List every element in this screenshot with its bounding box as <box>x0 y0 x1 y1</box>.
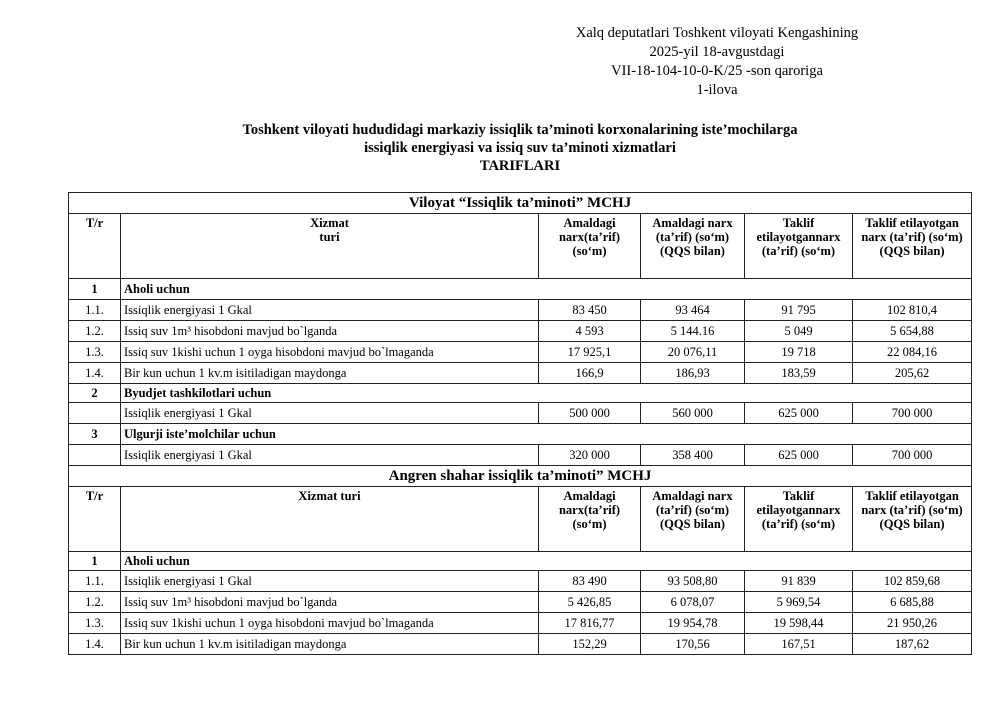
table-row <box>69 613 972 634</box>
row-current-vat: 5 144.16 <box>641 321 745 342</box>
row-service: Bir kun uchun 1 kv.m isitiladigan maydonga <box>121 363 539 384</box>
row-number: 1.2. <box>69 321 121 342</box>
header-proposed-price: Taklif etilayotgannarx (ta’rif) (so‘m) <box>745 487 853 552</box>
row-current-vat: 6 078,07 <box>641 592 745 613</box>
row-proposed-vat: 5 654,88 <box>853 321 972 342</box>
header-current-price: Amaldagi narx(ta’rif) (so‘m) <box>539 214 641 279</box>
tariff-table <box>68 192 972 655</box>
group-number: 3 <box>69 424 121 445</box>
group-row <box>69 384 972 403</box>
header-service <box>121 214 539 279</box>
row-current: 17 925,1 <box>539 342 641 363</box>
group-label: Byudjet tashkilotlari uchun <box>121 384 972 403</box>
approval-line: 2025-yil 18-avgustdagi <box>649 44 785 60</box>
row-proposed-vat: 205,62 <box>853 363 972 384</box>
row-current: 4 593 <box>539 321 641 342</box>
row-proposed: 625 000 <box>745 445 853 466</box>
header-service: Xizmat turi <box>121 487 539 552</box>
group-label: Aholi uchun <box>121 552 972 571</box>
title-line: Toshkent viloyati hududidagi markaziy issiqlik ta’minoti korxonalarining iste’mochilarga <box>242 122 798 138</box>
row-proposed-vat: 187,62 <box>853 634 972 655</box>
row-proposed: 5 049 <box>745 321 853 342</box>
row-proposed: 5 969,54 <box>745 592 853 613</box>
approval-line: 1-ilova <box>696 82 738 98</box>
title-line: TARIFLARI <box>479 158 561 174</box>
row-number: 1.3. <box>69 613 121 634</box>
row-service: Issiq suv 1m³ hisobdoni mavjud bo`lganda <box>121 321 539 342</box>
row-number: 1.4. <box>69 634 121 655</box>
group-row <box>69 279 972 300</box>
row-proposed: 625 000 <box>745 403 853 424</box>
header-tr: T/r <box>69 214 121 279</box>
row-proposed-vat: 22 084,16 <box>853 342 972 363</box>
header-proposed-price: Taklif etilayotgannarx (ta’rif) (so‘m) <box>745 214 853 279</box>
header-current-price-vat: Amaldagi narx (ta’rif) (so‘m) (QQS bilan) <box>641 487 745 552</box>
row-current-vat: 186,93 <box>641 363 745 384</box>
group-label: Ulgurji iste’molchilar uchun <box>121 424 972 445</box>
row-proposed: 19 598,44 <box>745 613 853 634</box>
row-current-vat: 358 400 <box>641 445 745 466</box>
group-label: Aholi uchun <box>121 279 972 300</box>
section-title: Viloyat “Issiqlik ta’minoti” MCHJ <box>69 193 972 214</box>
document-title <box>60 121 980 175</box>
row-number <box>69 445 121 466</box>
row-current: 320 000 <box>539 445 641 466</box>
column-header-row <box>69 214 972 279</box>
row-current-vat: 19 954,78 <box>641 613 745 634</box>
row-current-vat: 560 000 <box>641 403 745 424</box>
table-row <box>69 592 972 613</box>
row-service: Issiqlik energiyasi 1 Gkal <box>121 300 539 321</box>
row-proposed-vat: 21 950,26 <box>853 613 972 634</box>
approval-note <box>532 24 902 100</box>
row-proposed-vat: 700 000 <box>853 445 972 466</box>
row-current-vat: 170,56 <box>641 634 745 655</box>
row-service: Issiq suv 1m³ hisobdoni mavjud bo`lganda <box>121 592 539 613</box>
approval-line: Xalq deputatlari Toshkent viloyati Kengashining <box>575 25 859 41</box>
row-number <box>69 403 121 424</box>
group-row <box>69 552 972 571</box>
row-service: Issiqlik energiyasi 1 Gkal <box>121 403 539 424</box>
row-current-vat: 93 508,80 <box>641 571 745 592</box>
table-row <box>69 321 972 342</box>
row-current-vat: 93 464 <box>641 300 745 321</box>
header-current-price: Amaldagi narx(ta’rif) (so‘m) <box>539 487 641 552</box>
table-row <box>69 403 972 424</box>
row-current: 166,9 <box>539 363 641 384</box>
table-row <box>69 363 972 384</box>
row-proposed: 19 718 <box>745 342 853 363</box>
row-number: 1.1. <box>69 300 121 321</box>
table-row <box>69 571 972 592</box>
row-proposed: 183,59 <box>745 363 853 384</box>
header-service-line1: Xizmat <box>310 216 349 230</box>
group-row <box>69 424 972 445</box>
row-current-vat: 20 076,11 <box>641 342 745 363</box>
section-header-row <box>69 466 972 487</box>
header-service-line2: turi <box>319 230 340 244</box>
row-service: Bir kun uchun 1 kv.m isitiladigan maydonga <box>121 634 539 655</box>
row-current: 17 816,77 <box>539 613 641 634</box>
table-row <box>69 445 972 466</box>
row-current: 500 000 <box>539 403 641 424</box>
header-current-price-vat: Amaldagi narx (ta’rif) (so‘m) (QQS bilan) <box>641 214 745 279</box>
row-service: Issiq suv 1kishi uchun 1 oyga hisobdoni mavjud bo`lmaganda <box>121 342 539 363</box>
section-title: Angren shahar issiqlik ta’minoti” MCHJ <box>69 466 972 487</box>
group-number: 1 <box>69 552 121 571</box>
row-proposed: 167,51 <box>745 634 853 655</box>
row-proposed-vat: 102 859,68 <box>853 571 972 592</box>
header-proposed-price-vat: Taklif etilayotgan narx (ta’rif) (so‘m)(QQS bilan) <box>853 487 972 552</box>
row-proposed-vat: 6 685,88 <box>853 592 972 613</box>
group-number: 2 <box>69 384 121 403</box>
approval-line: VII-18-104-10-0-K/25 -son qaroriga <box>611 63 823 79</box>
row-proposed-vat: 102 810,4 <box>853 300 972 321</box>
column-header-row <box>69 487 972 552</box>
row-number: 1.2. <box>69 592 121 613</box>
group-number: 1 <box>69 279 121 300</box>
table-row <box>69 342 972 363</box>
row-current: 83 490 <box>539 571 641 592</box>
header-tr: T/r <box>69 487 121 552</box>
row-service: Issiqlik energiyasi 1 Gkal <box>121 571 539 592</box>
row-proposed-vat: 700 000 <box>853 403 972 424</box>
row-proposed: 91 795 <box>745 300 853 321</box>
row-number: 1.3. <box>69 342 121 363</box>
row-number: 1.4. <box>69 363 121 384</box>
row-service: Issiqlik energiyasi 1 Gkal <box>121 445 539 466</box>
row-proposed: 91 839 <box>745 571 853 592</box>
table-row <box>69 300 972 321</box>
row-current: 152,29 <box>539 634 641 655</box>
row-current: 5 426,85 <box>539 592 641 613</box>
row-service: Issiq suv 1kishi uchun 1 oyga hisobdoni mavjud bo`lmaganda <box>121 613 539 634</box>
row-number: 1.1. <box>69 571 121 592</box>
section-header-row <box>69 193 972 214</box>
title-line: issiqlik energiyasi va issiq suv ta’minoti xizmatlari <box>364 140 676 156</box>
header-proposed-price-vat: Taklif etilayotgan narx (ta’rif) (so‘m)(QQS bilan) <box>853 214 972 279</box>
table-row <box>69 634 972 655</box>
row-current: 83 450 <box>539 300 641 321</box>
